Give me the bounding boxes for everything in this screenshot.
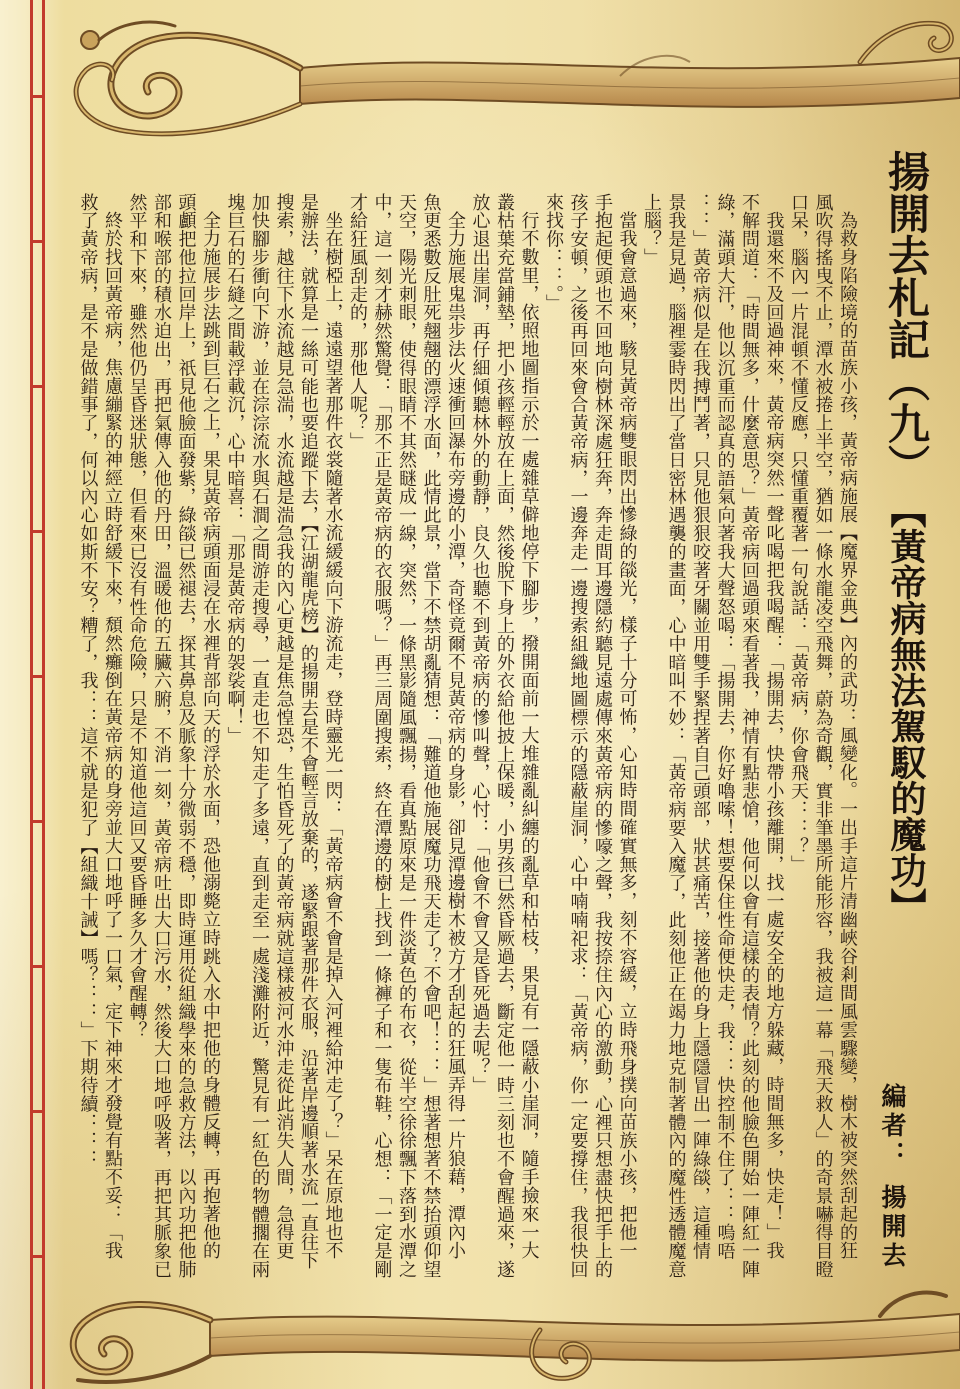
paragraph — [467, 193, 541, 1285]
text-line: 坐在樹椏上，遠遠望著那件衣裳隨著水流緩緩向下游流走，登時靈光一閃：「黃帝病會不會是掉入河裡給沖走了？」呆在原地也不 — [322, 211, 344, 1260]
text-line: 救了黃帝病，是不是做錯事了，何以內心如斯不安？糟了，我：：這不就是犯了【組織十誡】嗎？：：」下期待續：：： — [77, 193, 99, 1169]
text-line: 終於找回黃帝病，焦慮繃緊的神經立時舒緩下來，頹然癱倒在黃帝病的身旁並大口地呼了一口氣，定下神來才發覺有點不妥：「我 — [102, 211, 123, 1260]
paragraph — [124, 193, 222, 1285]
text-line: 是辦法，就算是一絲可能也要追蹤下去，【江湖龍虎榜】的揚開去是不會輕言放棄的，遂緊跟著那件衣服，沿著岸邊順著水流一直往下 — [298, 193, 319, 1270]
text-line: 全力施展步法跳到巨石之上，果見黃帝病頭面浸在水裡背部向天的浮於水面，恐他溺斃立時跳入水中把他的身體反轉，再抱著他的 — [200, 211, 221, 1260]
text-line: 中，這一刻才赫然驚覺：「那不正是黃帝病的衣服嗎？」再三周圍搜索，終在潭邊的樹上找到一條褲子和一隻布鞋，心想：「一定是剛 — [371, 193, 393, 1279]
article-body — [75, 193, 859, 1285]
text-line: 綠，滿頭大汗，他以沉重而認真的語氣向著我大聲怒喝：「揚開去，你好嚕嗦！想要保住性命便快走，我：：快控制不住了：：嗚唔 — [714, 193, 736, 1261]
text-line: 叢枯葉充當鋪墊，把小孩輕輕放在上面，然後脫下身上的外衣給他披上保暖，小男孩已然昏厥過去，斷定他一時三刻也不會醒過來，遂 — [494, 193, 515, 1279]
bottom-scroll-ornament — [0, 1280, 960, 1389]
binding-border — [0, 0, 50, 1389]
text-line: 塊巨石的石縫之間載浮載沉，心中暗喜：「那是黃帝病的袈裟啊！」 — [224, 193, 246, 745]
text-line: 手抱起便頭也不回地向樹林深處狂奔，奔走間耳邊隱約聽見遠處傳來黃帝病的慘嚎之聲，我按捺住內心的激動，心裡只想盡快把手上的 — [592, 193, 613, 1279]
text-line: 行不數里，依照地圖指示於一處雜草僻地停下腳步，撥開面前一大堆雜亂糾纏的亂草和枯枝，果見有一隱蔽小崖洞，隨手撿來一大 — [518, 211, 540, 1260]
text-line: 風吹得搖曳不止，潭水被捲上半空，猶如一條水龍凌空飛舞，蔚為奇觀，實非筆墨所能形容，我被這一幕「飛天救人」的奇景嚇得目瞪 — [812, 193, 834, 1279]
paragraph — [541, 193, 639, 1285]
article-subtitle: 【黃帝病無法駕馭的魔功】 — [885, 492, 927, 924]
text-line: 然平和下來，雖然他仍呈昏迷狀態，但看來已沒有性命危險，只是不知道他這回又要昏睡多久才會醒轉？ — [126, 193, 148, 1040]
text-line: 我還來不及回過神來，黃帝病突然一聲叱喝把我喝醒：「揚開去，快帶小孩離開，找一處安全的地方躲藏，時間無多，快走！」我 — [763, 211, 785, 1260]
text-line: 魚更悉數反肚死翹翹的漂浮水面，此情此景，當下不禁胡亂猜想：「難道他施展魔功飛天走了？不會吧！：：」想著想著不禁抬頭仰望 — [420, 193, 442, 1279]
text-line: 全力施展鬼祟步法火速衝回瀑布旁邊的小潭，奇怪竟爾不見黃帝病的身影，卻見潭邊樹木被方才刮起的狂風弄得一片狼藉，潭內小 — [445, 211, 466, 1260]
text-line: 口呆，腦內一片混頓不懂反應，只懂重覆著一句說話：「黃帝病，你會飛天：：？」 — [788, 193, 809, 874]
text-line: 天空，陽光刺眼，使得眼睛不其然瞇成一線，突然，一條黑影隨風飄揚，看真點原來是一件淡黃色的布衣，從半空徐徐飄下落到水潭之 — [396, 193, 417, 1279]
text-line: 來找你：：。」 — [543, 193, 564, 313]
paragraph — [222, 193, 345, 1285]
paragraph — [786, 193, 860, 1285]
text-line: 景我是見過，腦裡霎時閃出了當日密林遇襲的畫面，心中暗叫不妙：「黃帝病要入魔了，此刻他正在竭力地克制著體內的魔性透體魔意 — [665, 193, 687, 1279]
text-line: 當我會意過來，駭見黃帝病雙眼閃出慘綠的燄光，樣子十分可怖，心知時間確實無多，刻不容緩，立時飛身撲向苗族小孩，把他一 — [616, 211, 638, 1260]
author-label: 編者： — [878, 1083, 907, 1170]
text-line: 頭顱把他拉回岸上，祇見他臉面發紫，綠燄已然褪去，探其鼻息及脈象十分微弱不穩，即時運用從組織學來的急救方法，以內功把他肺 — [175, 193, 197, 1279]
top-scroll-ornament — [0, 0, 960, 150]
author-name: 揚開去 — [878, 1184, 907, 1271]
text-line: 才給狂風刮走的，那他人呢？」 — [347, 193, 368, 451]
paragraph — [639, 193, 786, 1285]
text-line: 放心退出崖洞，再仔細傾聽林外的動靜，良久也聽不到黃帝病的慘叫聲，心忖：「他會不會又是昏死過去呢？」 — [469, 193, 491, 1095]
article-title: 揚開去札記（九） — [882, 150, 931, 486]
text-line: 不解問道：「時間無多，什麼意思？」黃帝病回過頭來看著我，神情有點悲愴，他何以會有這樣的表情？此刻的他臉色開始一陣紅一陣 — [739, 193, 760, 1279]
text-line: 為救身陷險境的苗族小孩，黃帝病施展【魔界金典】內的武功：風變化。一出手這片清幽峽谷剎間風雲驟變，樹木被突然刮起的狂 — [837, 211, 858, 1260]
text-line: 上腦？」 — [641, 193, 662, 267]
text-line: 搜索，越往下水流越見急湍，水流越是湍急我的內心更越是焦急惶恐，生怕昏死了的黃帝病就這樣被河水沖走從此消失人間，急得更 — [273, 193, 295, 1261]
text-line: 加快腳步衝向下游，並在淙淙流水與石澗之間游走搜尋，一直走也不知走了多遠，直到走至一處淺灘附近，驚見有一紅色的物體擱在兩 — [249, 193, 270, 1279]
text-line: 部和喉部的積水迫出，再把氣傳入他的丹田，溫暖他的五臟六腑，不消一刻，黃帝病吐出大口污水，然後大口地呼吸著，再把其脈象已 — [151, 193, 172, 1279]
paragraph — [75, 193, 124, 1285]
paragraph — [345, 193, 468, 1285]
text-line: ：：」黃帝病似是在我搏鬥著，只見他狠狠咬著牙關並用雙手緊捏著自己頭部，狀甚痛苦，接著他的身上隱隱冒出一陣綠燄，這種情 — [690, 193, 711, 1261]
text-line: 孩子安頓，之後再回來會合黃帝病，一邊奔走一邊搜索組織地圖標示的隱蔽崖洞，心中喃喃祀求：「黃帝病，你一定要撐住，我很快回 — [567, 193, 589, 1279]
